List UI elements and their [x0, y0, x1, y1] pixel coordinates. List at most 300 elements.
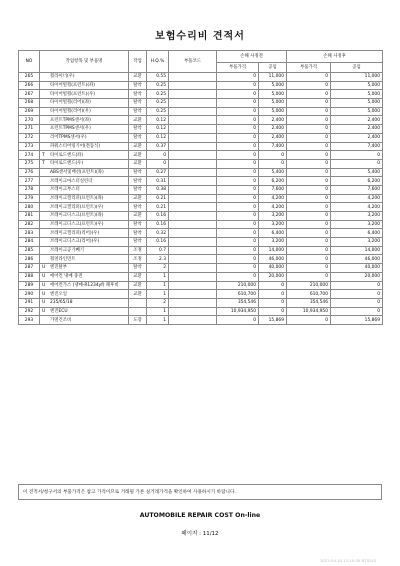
- row-item-text: 파워스티어링기어(전동식): [50, 143, 101, 149]
- row-hqty: 2: [147, 264, 169, 273]
- row-hqty: 0.38: [147, 185, 169, 194]
- row-item-text: 브레이크디스크(프런트)(좌): [50, 213, 104, 219]
- row-hqty: 0.37: [147, 142, 169, 151]
- row-item-text: 브레이크공기빼기: [50, 248, 84, 254]
- row-after-labor: 2,400: [331, 116, 383, 125]
- row-item-name: [40, 229, 129, 238]
- row-after-labor: 20,000: [331, 272, 383, 281]
- row-before-labor: 2,400: [259, 133, 287, 142]
- table-row: [19, 159, 383, 168]
- footer-title: AUTOMOBILE REPAIR COST On-line: [139, 512, 261, 519]
- table-row: [19, 272, 383, 281]
- row-work: 교환: [129, 142, 147, 151]
- row-work: [129, 307, 147, 316]
- row-part-code: [169, 229, 217, 238]
- row-item-text: 타이어빌휠(프런트)(좌): [50, 83, 96, 89]
- row-item-name: [40, 73, 129, 82]
- row-hqty: 0.12: [147, 125, 169, 134]
- header-after-labor: 공임: [331, 63, 383, 73]
- row-before-price: 0: [217, 159, 259, 168]
- table-row: [19, 229, 383, 238]
- row-after-labor: 0: [331, 281, 383, 290]
- table-row: [19, 107, 383, 116]
- row-hqty: 0.21: [147, 194, 169, 203]
- row-after-labor: 4,200: [331, 203, 383, 212]
- row-before-price: 0: [217, 168, 259, 177]
- row-no: 291: [19, 298, 40, 307]
- row-no: 287: [19, 264, 40, 273]
- row-after-labor: 7,600: [331, 185, 383, 194]
- page-number: 페이지 : 11/12: [181, 531, 219, 537]
- table-row: [19, 81, 383, 90]
- row-hqty: 0.16: [147, 238, 169, 247]
- row-work: 탈착: [129, 99, 147, 108]
- row-before-labor: 46,000: [259, 255, 287, 264]
- row-no: 283: [19, 229, 40, 238]
- row-part-code: [169, 125, 217, 134]
- row-item-name: [40, 185, 129, 194]
- row-no: 269: [19, 107, 40, 116]
- row-part-code: [169, 99, 217, 108]
- row-after-price: 0: [287, 212, 331, 221]
- row-hqty: 0: [147, 151, 169, 160]
- table-row: [19, 194, 383, 203]
- row-part-code: [169, 194, 217, 203]
- table-row: [19, 290, 383, 299]
- row-part-code: [169, 272, 217, 281]
- row-item-text: 엔진탈부: [50, 265, 67, 271]
- row-item-name: [40, 255, 129, 264]
- row-hqty: 2: [147, 298, 169, 307]
- header-before-price: 부품가격: [217, 63, 259, 73]
- row-item-text: 프런트TPMS센서(좌): [50, 117, 91, 123]
- row-after-price: 0: [287, 246, 331, 255]
- row-after-labor: 46,000: [331, 255, 383, 264]
- table-row: [19, 151, 383, 160]
- row-no: 279: [19, 194, 40, 203]
- row-before-price: 0: [217, 107, 259, 116]
- row-after-price: 0: [287, 159, 331, 168]
- row-before-price: 0: [217, 272, 259, 281]
- row-before-price: 0: [217, 116, 259, 125]
- row-work: 탈착: [129, 90, 147, 99]
- row-hqty: 0.16: [147, 220, 169, 229]
- row-before-price: 210,000: [217, 281, 259, 290]
- row-item-text: 휠라이너(우): [50, 74, 75, 80]
- row-no: 286: [19, 255, 40, 264]
- row-item-name: [40, 272, 129, 281]
- row-before-price: 0: [217, 142, 259, 151]
- row-hqty: 1: [147, 290, 169, 299]
- header-before-labor: 공임: [259, 63, 287, 73]
- row-no: 277: [19, 177, 40, 186]
- row-before-labor: 0: [259, 281, 287, 290]
- row-item-text: 브레이크마스터실린더: [50, 178, 93, 184]
- row-work: 탈착: [129, 168, 147, 177]
- row-part-code: [169, 298, 217, 307]
- row-part-code: [169, 264, 217, 273]
- row-item-name: [40, 151, 129, 160]
- row-no: 281: [19, 212, 40, 221]
- row-no: 268: [19, 99, 40, 108]
- row-part-code: [169, 203, 217, 212]
- row-after-price: 0: [287, 194, 331, 203]
- row-hqty: 0.55: [147, 73, 169, 82]
- row-part-code: [169, 133, 217, 142]
- row-before-labor: 0: [259, 151, 287, 160]
- row-after-labor: 14,000: [331, 246, 383, 255]
- row-hqty: 0.25: [147, 81, 169, 90]
- row-item-name: [40, 238, 129, 247]
- row-before-price: 0: [217, 73, 259, 82]
- row-item-text: 브레이크캘리퍼(리어)(우): [50, 230, 100, 236]
- row-before-price: 0: [217, 316, 259, 325]
- row-part-code: [169, 159, 217, 168]
- header-work: 작업: [129, 51, 147, 73]
- row-after-labor: 2,400: [331, 125, 383, 134]
- row-no: 275: [19, 159, 40, 168]
- row-before-labor: 7,600: [259, 185, 287, 194]
- row-part-code: [169, 185, 217, 194]
- row-work: 교환: [129, 116, 147, 125]
- row-item-text: 프런트TPMS센서(우): [50, 126, 91, 132]
- row-before-labor: 0: [259, 298, 287, 307]
- row-item-text: ABS센서및배선(프런트)(좌): [50, 169, 104, 175]
- row-work: 교환: [129, 212, 147, 221]
- row-no: 284: [19, 238, 40, 247]
- row-before-price: 0: [217, 151, 259, 160]
- row-before-labor: 5,000: [259, 99, 287, 108]
- row-work: 탈착: [129, 81, 147, 90]
- row-after-price: 210,000: [287, 281, 331, 290]
- row-part-code: [169, 255, 217, 264]
- row-before-price: 0: [217, 264, 259, 273]
- row-before-labor: 2,400: [259, 125, 287, 134]
- row-no: 290: [19, 290, 40, 299]
- row-item-name: [40, 307, 129, 316]
- row-before-labor: 5,000: [259, 107, 287, 116]
- row-after-labor: 2,400: [331, 133, 383, 142]
- row-part-code: [169, 281, 217, 290]
- row-after-labor: 11,000: [331, 73, 383, 82]
- row-after-price: 0: [287, 264, 331, 273]
- header-after-price: 부품가격: [287, 63, 331, 73]
- row-after-labor: 5,000: [331, 99, 383, 108]
- row-after-labor: 5,000: [331, 107, 383, 116]
- row-no: 271: [19, 125, 40, 134]
- row-item-name: [40, 246, 129, 255]
- table-row: [19, 73, 383, 82]
- row-after-price: 0: [287, 90, 331, 99]
- row-work: 교환: [129, 73, 147, 82]
- row-prefix-mark: U: [42, 265, 46, 271]
- table-row: [19, 133, 383, 142]
- row-item-text: 리어TPMS센서(우): [50, 135, 87, 141]
- row-after-price: 354,546: [287, 298, 331, 307]
- row-part-code: [169, 168, 217, 177]
- row-work: 교환: [129, 281, 147, 290]
- row-after-price: 0: [287, 73, 331, 82]
- table-row: [19, 246, 383, 255]
- row-after-price: 0: [287, 125, 331, 134]
- row-hqty: 1: [147, 281, 169, 290]
- header-no: NO: [19, 51, 40, 73]
- row-after-labor: 6,200: [331, 177, 383, 186]
- row-item-text: 에어컨 냉매 충전: [50, 274, 83, 280]
- row-no: 280: [19, 203, 40, 212]
- row-part-code: [169, 212, 217, 221]
- header-after-group: 손해 사정후: [287, 51, 383, 63]
- row-after-price: 0: [287, 151, 331, 160]
- row-before-labor: 3,200: [259, 220, 287, 229]
- row-item-name: [40, 107, 129, 116]
- row-before-labor: 4,200: [259, 194, 287, 203]
- row-before-labor: 2,400: [259, 116, 287, 125]
- row-before-price: 0: [217, 90, 259, 99]
- row-item-text: 브레이크디스크(리어)(우): [50, 239, 100, 245]
- row-work: 교환: [129, 159, 147, 168]
- row-after-labor: 3,200: [331, 238, 383, 247]
- row-item-name: [40, 133, 129, 142]
- row-item-name: [40, 281, 129, 290]
- row-item-text: 타이로드엔드(좌): [50, 152, 84, 158]
- table-row: [19, 238, 383, 247]
- row-before-price: 0: [217, 212, 259, 221]
- row-hqty: 0.25: [147, 107, 169, 116]
- table-row: [19, 177, 383, 186]
- row-after-price: 0: [287, 116, 331, 125]
- table-row: [19, 264, 383, 273]
- row-no: 276: [19, 168, 40, 177]
- row-after-labor: 4,200: [331, 194, 383, 203]
- row-before-labor: 5,400: [259, 168, 287, 177]
- row-item-text: 휠얼라인먼트: [50, 256, 76, 262]
- row-item-text: 엔진ECU: [50, 308, 68, 314]
- table-row: [19, 142, 383, 151]
- row-part-code: [169, 177, 217, 186]
- row-part-code: [169, 81, 217, 90]
- print-timestamp: 2023-04-10 11:10:30 R70243: [320, 558, 377, 563]
- row-before-labor: 11,000: [259, 73, 287, 82]
- row-work: 탈착: [129, 133, 147, 142]
- row-work: 교환: [129, 194, 147, 203]
- row-hqty: 0.12: [147, 116, 169, 125]
- table-row: [19, 212, 383, 221]
- row-prefix-mark: U: [42, 300, 46, 306]
- row-part-code: [169, 307, 217, 316]
- row-part-code: [169, 246, 217, 255]
- row-work: 탈착: [129, 177, 147, 186]
- row-item-text: 235/65/18: [50, 300, 73, 306]
- row-before-price: 0: [217, 133, 259, 142]
- row-after-price: 0: [287, 142, 331, 151]
- table-row: [19, 307, 383, 316]
- row-after-price: 0: [287, 255, 331, 264]
- row-before-labor: 6,200: [259, 177, 287, 186]
- row-prefix-mark: U: [42, 291, 46, 297]
- row-part-code: [169, 151, 217, 160]
- row-item-name: [40, 159, 129, 168]
- row-hqty: 0.31: [147, 177, 169, 186]
- row-before-price: 0: [217, 177, 259, 186]
- row-part-code: [169, 316, 217, 325]
- row-after-labor: 7,400: [331, 142, 383, 151]
- row-work: 탈착: [129, 220, 147, 229]
- row-work: 교환: [129, 290, 147, 299]
- row-after-labor: 5,000: [331, 81, 383, 90]
- row-no: 273: [19, 142, 40, 151]
- row-after-labor: 6,400: [331, 229, 383, 238]
- row-after-labor: 5,000: [331, 90, 383, 99]
- row-before-price: 0: [217, 194, 259, 203]
- row-before-labor: 4,200: [259, 203, 287, 212]
- table-row: [19, 125, 383, 134]
- row-item-name: [40, 194, 129, 203]
- row-after-price: 0: [287, 133, 331, 142]
- row-work: 조정: [129, 255, 147, 264]
- header-hqty: H.Q.%: [147, 51, 169, 73]
- row-prefix-mark: T: [42, 152, 45, 158]
- row-after-price: 0: [287, 168, 331, 177]
- row-item-name: [40, 168, 129, 177]
- row-hqty: 1: [147, 316, 169, 325]
- row-no: 265: [19, 73, 40, 82]
- table-row: [19, 255, 383, 264]
- row-before-labor: 0: [259, 159, 287, 168]
- row-after-labor: 0: [331, 298, 383, 307]
- row-item-text: 브레이크캘리퍼(프런트)(좌): [50, 195, 104, 201]
- row-no: 292: [19, 307, 40, 316]
- row-item-name: [40, 142, 129, 151]
- row-hqty: 0.16: [147, 212, 169, 221]
- document-title: 보험수리비 견적서: [155, 31, 245, 42]
- row-before-labor: 0: [259, 307, 287, 316]
- row-after-price: 0: [287, 229, 331, 238]
- row-item-text: 엔진오일: [50, 291, 67, 297]
- row-after-price: 610,700: [287, 290, 331, 299]
- row-before-labor: 15,869: [259, 316, 287, 325]
- row-after-labor: 0: [331, 151, 383, 160]
- row-before-labor: 0: [259, 290, 287, 299]
- row-before-labor: 20,000: [259, 272, 287, 281]
- row-hqty: 0.27: [147, 168, 169, 177]
- row-before-price: 0: [217, 203, 259, 212]
- row-item-name: [40, 81, 129, 90]
- row-item-name: [40, 298, 129, 307]
- table-row: [19, 99, 383, 108]
- row-no: 288: [19, 272, 40, 281]
- row-no: 282: [19, 220, 40, 229]
- row-after-price: 0: [287, 316, 331, 325]
- row-work: 탈착: [129, 185, 147, 194]
- row-item-text: 에어컨가스 (냉매-R1234yf) 폐후비: [50, 282, 119, 288]
- row-work: [129, 298, 147, 307]
- table-row: [19, 168, 383, 177]
- row-item-text: 브레이크디스크(프런트)(우): [50, 222, 104, 228]
- table-row: [19, 90, 383, 99]
- row-before-price: 0: [217, 255, 259, 264]
- row-work: 탈착: [129, 203, 147, 212]
- row-item-text: 타이어빌휠(리어)(좌): [50, 100, 91, 106]
- row-part-code: [169, 116, 217, 125]
- row-after-price: 0: [287, 238, 331, 247]
- row-before-labor: 5,000: [259, 81, 287, 90]
- row-before-price: 0: [217, 220, 259, 229]
- row-item-name: [40, 203, 129, 212]
- row-before-labor: 14,000: [259, 246, 287, 255]
- row-hqty: 0.21: [147, 203, 169, 212]
- row-hqty: 0: [147, 159, 169, 168]
- row-item-name: [40, 212, 129, 221]
- row-no: 266: [19, 81, 40, 90]
- row-item-text: 브레이크부스터: [50, 187, 80, 193]
- row-after-labor: 5,400: [331, 168, 383, 177]
- row-before-price: 10,934,950: [217, 307, 259, 316]
- row-part-code: [169, 290, 217, 299]
- row-after-price: 0: [287, 185, 331, 194]
- row-prefix-mark: T: [42, 161, 45, 167]
- row-part-code: [169, 73, 217, 82]
- row-after-labor: 0: [331, 290, 383, 299]
- row-prefix-mark: U: [42, 274, 46, 280]
- row-no: 289: [19, 281, 40, 290]
- table-row: [19, 281, 383, 290]
- table-row: [19, 298, 383, 307]
- row-item-name: [40, 264, 129, 273]
- header-part-code: 부품코드: [169, 51, 217, 73]
- row-after-labor: 0: [331, 307, 383, 316]
- row-item-text: 타이로드엔드(우): [50, 161, 84, 167]
- row-work: 탈착: [129, 125, 147, 134]
- row-item-name: [40, 316, 129, 325]
- table-row: [19, 203, 383, 212]
- row-after-price: 10,934,950: [287, 307, 331, 316]
- row-no: 285: [19, 246, 40, 255]
- row-item-name: [40, 177, 129, 186]
- disclaimer-note: 이 견적서/청구서의 부품가격은 참고 가격이므로 거래될 가론 실거래가격을 확인하여 사용하시기 바랍니다.: [18, 484, 382, 500]
- row-after-price: 0: [287, 220, 331, 229]
- row-before-labor: 5,000: [259, 90, 287, 99]
- row-hqty: 1: [147, 307, 169, 316]
- row-item-name: [40, 99, 129, 108]
- row-before-price: 0: [217, 246, 259, 255]
- row-work: 탈착: [129, 264, 147, 273]
- row-after-price: 0: [287, 81, 331, 90]
- row-no: 270: [19, 116, 40, 125]
- row-part-code: [169, 142, 217, 151]
- row-before-labor: 7,400: [259, 142, 287, 151]
- row-before-labor: 3,200: [259, 212, 287, 221]
- row-prefix-mark: U: [42, 308, 46, 314]
- row-hqty: 0.32: [147, 229, 169, 238]
- table-row: [19, 316, 383, 325]
- row-after-labor: 3,200: [331, 220, 383, 229]
- row-after-price: 0: [287, 177, 331, 186]
- row-work: 교환: [129, 272, 147, 281]
- row-hqty: 1: [147, 272, 169, 281]
- row-prefix-mark: U: [42, 282, 46, 288]
- row-item-text: 타이어빌휠(리어)(우): [50, 109, 91, 115]
- row-item-name: [40, 90, 129, 99]
- row-before-labor: 40,000: [259, 264, 287, 273]
- header-item: 작업항목 및 부품명: [40, 51, 129, 73]
- row-no: 272: [19, 133, 40, 142]
- row-item-text: 브레이크캘리퍼(프런트)(우): [50, 204, 104, 210]
- row-part-code: [169, 107, 217, 116]
- row-no: 293: [19, 316, 40, 325]
- row-hqty: 0.12: [147, 133, 169, 142]
- row-no: 267: [19, 90, 40, 99]
